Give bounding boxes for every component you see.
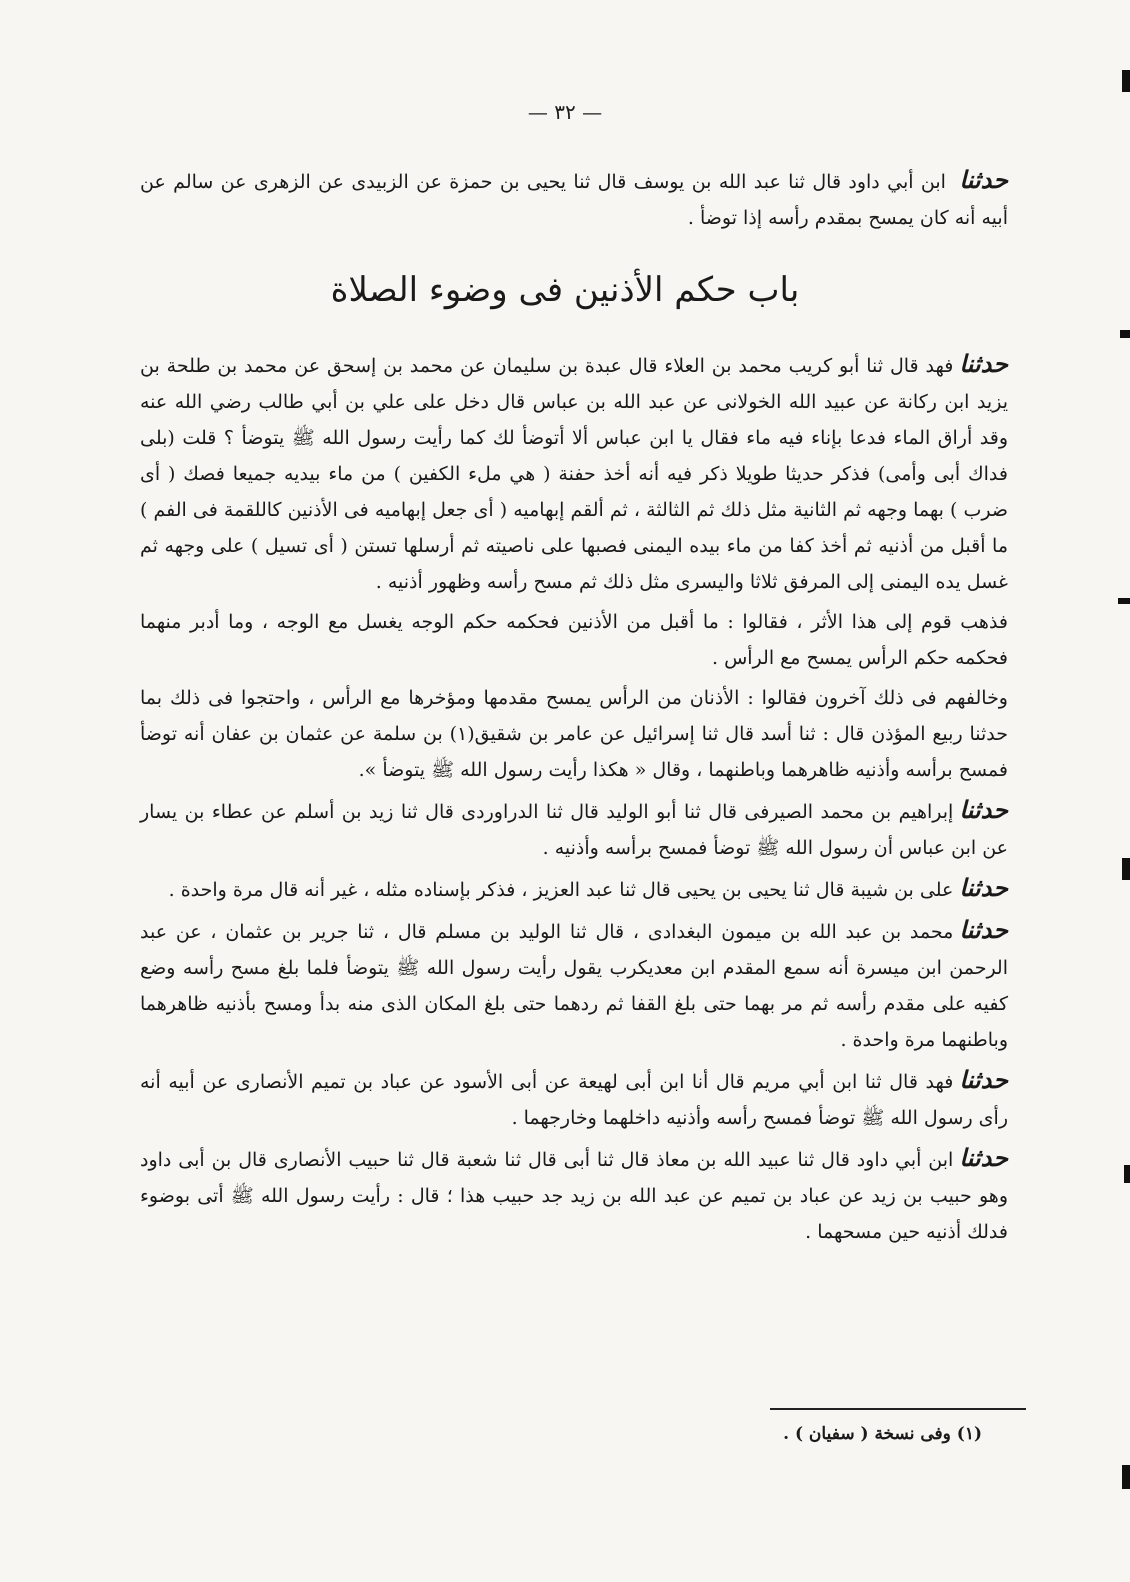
paragraph-body: على بن شيبة قال ثنا يحيى بن يحيى قال ثنا عبد العزيز ، فذكر بإسناده مثله ، غير أنه قال مرة واحدة . (168, 879, 954, 901)
paragraph-lead: حدثنا (959, 915, 1008, 944)
paragraph-body: فهد قال ثنا أبو كريب محمد بن العلاء قال عبدة بن سليمان عن محمد بن إسحق عن محمد بن طلحة بن يزيد ابن ركانة عن عبيد الله الخولانى عن عبد الله بن عباس قال دخل على علي بن أبي طالب رضي الله عنه وقد أراق الماء فدعا بإناء فيه ماء فقال يا ابن عباس ألا أتوضأ لك كما رأيت رسول الله ﷺ يتوضأ ؟ قلت (بلى فداك أبى وأمى) فذكر حديثا طويلا ذكر فيه أنه أخذ حفنة ( هي ملء الكفين ) من ماء بيديه جميعا فصك ( أى ضرب ) بهما وجهه ثم الثانية مثل ذلك ثم الثالثة ، ثم ألقم إبهاميه ( أى جعل إبهاميه فى الأذنين كاللقمة فى الفم ) ما أقبل من أذنيه ثم أخذ كفا من ماء بيده اليمنى فصبها على ناصيته ثم أرسلها تستن ( أى تسيل ) على وجهه ثم غسل يده اليمنى إلى المرفق ثلاثا واليسرى مثل ذلك ثم مسح رأسه وظهور أذنيه . (140, 355, 1008, 593)
paragraph-lead: حدثنا (959, 795, 1008, 824)
paragraph-body: إبراهيم بن محمد الصيرفى قال ثنا أبو الوليد قال ثنا الدراوردى قال ثنا زيد بن أسلم عن عطاء بن يسار عن ابن عباس أن رسول الله ﷺ توضأ فمسح برأسه وأذنيه . (140, 801, 1008, 859)
paragraph (140, 912, 1008, 1058)
paragraph-lead: حدثنا (959, 873, 1008, 902)
page-number: — ٣٢ — (527, 100, 603, 124)
paragraph (140, 346, 1008, 600)
paragraph (140, 604, 1008, 676)
intro-text (140, 162, 1008, 236)
paragraph (140, 792, 1008, 866)
paragraph-lead: حدثنا (959, 1065, 1008, 1094)
scan-edge-mark (1124, 1165, 1130, 1183)
intro-body: ابن أبي داود قال ثنا عبد الله بن يوسف قال ثنا يحيى بن حمزة عن الزبيدى عن الزهرى عن سالم عن أبيه أنه كان يمسح بمقدم رأسه إذا توضأ . (140, 171, 1008, 229)
scan-edge-mark (1122, 1465, 1130, 1489)
footnote-rule (770, 1408, 1026, 1410)
paragraph (140, 680, 1008, 788)
paragraph-body: محمد بن عبد الله بن ميمون البغدادى ، قال ثنا الوليد بن مسلم قال ، ثنا جرير بن عثمان ، عن عبد الرحمن ابن ميسرة أنه سمع المقدم ابن معديكرب يقول رأيت رسول الله ﷺ يتوضأ فلما بلغ مسح رأسه وضع كفيه على مقدم رأسه ثم مر بهما حتى بلغ القفا ثم ردهما حتى بلغ المكان الذى منه بدأ ومسح بأذنيه ظاهرهما وباطنهما مرة واحدة . (140, 921, 1008, 1051)
main-text (140, 346, 1008, 1254)
paragraph-lead: حدثنا (959, 1143, 1008, 1172)
footnote: (١) وفى نسخة ( سفيان ) . (783, 1424, 982, 1444)
intro-paragraph (140, 162, 1008, 240)
paragraph (140, 870, 1008, 908)
scan-edge-mark (1118, 598, 1130, 604)
intro-lead: حدثنا (959, 165, 1008, 194)
paragraph-body: ابن أبي داود قال ثنا عبيد الله بن معاذ قال ثنا أبى قال ثنا شعبة قال ثنا حبيب الأنصارى قال بن أبى داود وهو حبيب بن زيد عن عباد بن تميم عن عبد الله بن زيد جد حبيب هذا ؛ قال : رأيت رسول الله ﷺ أتى بوضوء فدلك أذنيه حين مسحهما . (140, 1149, 1008, 1243)
paragraph-lead: حدثنا (959, 349, 1008, 378)
paragraph (140, 1062, 1008, 1136)
scan-edge-mark (1120, 330, 1130, 338)
paragraph-body: وخالفهم فى ذلك آخرون فقالوا : الأذنان من الرأس يمسح مقدمها ومؤخرها مع الرأس ، واحتجوا فى ذلك بما حدثنا ربيع المؤذن قال : ثنا أسد قال ثنا إسرائيل عن عامر بن شقيق(١) بن سلمة عن عثمان بن عفان أنه توضأ فمسح برأسه وأذنيه ظاهرهما وباطنهما ، وقال « هكذا رأيت رسول الله ﷺ يتوضأ ». (140, 687, 1008, 781)
paragraph-body: فهد قال ثنا ابن أبي مريم قال أنا ابن أبى لهيعة عن أبى الأسود عن عباد بن تميم الأنصارى عن أبيه أنه رأى رسول الله ﷺ توضأ فمسح رأسه وأذنيه داخلهما وخارجهما . (140, 1071, 1008, 1129)
chapter-title: باب حكم الأذنين فى وضوء الصلاة (330, 270, 800, 310)
paragraph-body: فذهب قوم إلى هذا الأثر ، فقالوا : ما أقبل من الأذنين فحكمه حكم الوجه يغسل مع الوجه ، وما أدبر منهما فحكمه حكم الرأس يمسح مع الرأس . (140, 611, 1008, 669)
scan-edge-mark (1122, 70, 1130, 92)
scan-edge-mark (1122, 858, 1130, 880)
paragraph (140, 1140, 1008, 1250)
